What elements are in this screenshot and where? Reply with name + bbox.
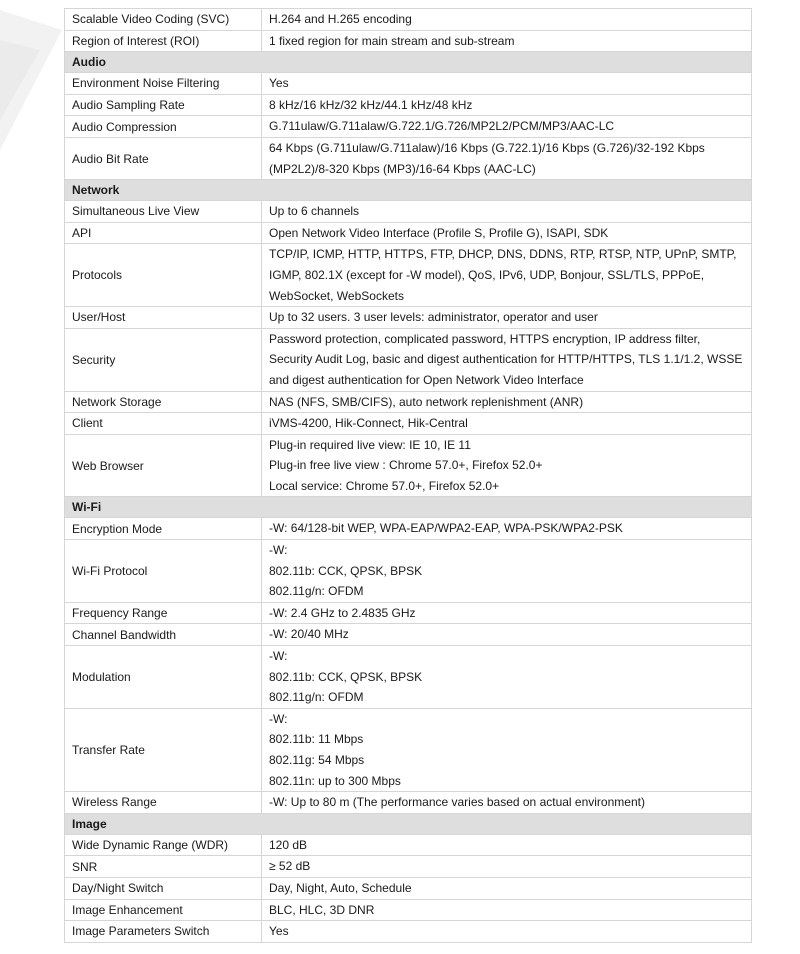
spec-row bbox=[65, 116, 752, 138]
spec-value-line: 1 fixed region for main stream and sub-stream bbox=[269, 33, 515, 48]
spec-label: Day/Night Switch bbox=[65, 877, 262, 899]
spec-label: SNR bbox=[65, 856, 262, 878]
spec-table bbox=[64, 8, 752, 943]
spec-label: Scalable Video Coding (SVC) bbox=[65, 9, 262, 31]
section-title: Image bbox=[65, 813, 752, 834]
spec-value-line: 64 Kbps (G.711ulaw/G.711alaw)/16 Kbps (G.722.1)/16 Kbps (G.726)/32-192 Kbps bbox=[269, 140, 705, 155]
spec-label: Client bbox=[65, 413, 262, 435]
spec-row bbox=[65, 307, 752, 329]
spec-value bbox=[262, 413, 752, 435]
spec-value-line: Local service: Chrome 57.0+, Firefox 52.0+ bbox=[269, 478, 500, 493]
spec-value bbox=[262, 624, 752, 646]
spec-value bbox=[262, 602, 752, 624]
spec-value bbox=[262, 646, 752, 709]
spec-value bbox=[262, 434, 752, 497]
spec-label: Channel Bandwidth bbox=[65, 624, 262, 646]
spec-value-line: 802.11g: 54 Mbps bbox=[269, 753, 365, 767]
spec-row bbox=[65, 201, 752, 223]
spec-label: Transfer Rate bbox=[65, 708, 262, 791]
spec-value-line: BLC, HLC, 3D DNR bbox=[269, 902, 375, 917]
spec-label: API bbox=[65, 222, 262, 244]
spec-row bbox=[65, 30, 752, 52]
spec-value bbox=[262, 73, 752, 95]
spec-value bbox=[262, 518, 752, 540]
spec-value-line: Security Audit Log, basic and digest authentication for HTTP/HTTPS, TLS 1.1/1.2, WSSE bbox=[269, 352, 743, 367]
section-header bbox=[65, 813, 752, 834]
spec-row bbox=[65, 434, 752, 497]
spec-value-line: 802.11g/n: OFDM bbox=[269, 690, 364, 705]
spec-value bbox=[262, 540, 752, 603]
spec-value-line: Password protection, complicated password, HTTPS encryption, IP address filter, bbox=[269, 331, 701, 346]
spec-value bbox=[262, 9, 752, 31]
spec-value-line: and digest authentication for Open Network Video Interface bbox=[269, 372, 584, 387]
spec-label: Region of Interest (ROI) bbox=[65, 30, 262, 52]
spec-row bbox=[65, 792, 752, 814]
spec-label: Simultaneous Live View bbox=[65, 201, 262, 223]
spec-value-line: -W: bbox=[269, 649, 288, 664]
spec-label: Modulation bbox=[65, 646, 262, 709]
spec-value bbox=[262, 307, 752, 329]
spec-value-line: TCP/IP, ICMP, HTTP, HTTPS, FTP, DHCP, DNS, DDNS, RTP, RTSP, NTP, UPnP, SMTP, bbox=[269, 247, 737, 262]
spec-value-line: -W: 20/40 MHz bbox=[269, 627, 349, 642]
spec-value-line: ≥ 52 dB bbox=[269, 859, 311, 874]
section-header bbox=[65, 180, 752, 201]
spec-value bbox=[262, 222, 752, 244]
spec-row bbox=[65, 518, 752, 540]
spec-value bbox=[262, 116, 752, 138]
spec-label: Wide Dynamic Range (WDR) bbox=[65, 834, 262, 856]
spec-table-body bbox=[65, 9, 752, 943]
spec-label: Wireless Range bbox=[65, 792, 262, 814]
spec-label: Network Storage bbox=[65, 391, 262, 413]
spec-row bbox=[65, 244, 752, 307]
spec-value bbox=[262, 391, 752, 413]
spec-row bbox=[65, 646, 752, 709]
spec-label: Security bbox=[65, 328, 262, 391]
spec-row bbox=[65, 602, 752, 624]
spec-label: Encryption Mode bbox=[65, 518, 262, 540]
spec-row bbox=[65, 222, 752, 244]
spec-value-line: Open Network Video Interface (Profile S, Profile G), ISAPI, SDK bbox=[269, 225, 609, 240]
spec-row bbox=[65, 413, 752, 435]
spec-value-line: WebSocket, WebSockets bbox=[269, 288, 404, 303]
spec-label: Audio Bit Rate bbox=[65, 137, 262, 179]
spec-value-line: Plug-in required live view: IE 10, IE 11 bbox=[269, 437, 471, 452]
spec-value bbox=[262, 328, 752, 391]
spec-label: Web Browser bbox=[65, 434, 262, 497]
spec-value-line: Yes bbox=[269, 924, 289, 939]
spec-value-line: Plug-in free live view : Chrome 57.0+, Firefox 52.0+ bbox=[269, 458, 543, 473]
spec-value bbox=[262, 792, 752, 814]
spec-label: Audio Compression bbox=[65, 116, 262, 138]
spec-label: Image Enhancement bbox=[65, 899, 262, 921]
spec-row bbox=[65, 899, 752, 921]
spec-row bbox=[65, 834, 752, 856]
spec-value-line: iVMS-4200, Hik-Connect, Hik-Central bbox=[269, 416, 468, 431]
spec-row bbox=[65, 328, 752, 391]
watermark-triangle-decoration bbox=[0, 0, 66, 170]
spec-value bbox=[262, 899, 752, 921]
spec-row bbox=[65, 137, 752, 179]
spec-value bbox=[262, 244, 752, 307]
spec-value bbox=[262, 708, 752, 791]
spec-value-line: G.711ulaw/G.711alaw/G.722.1/G.726/MP2L2/PCM/MP3/AAC-LC bbox=[269, 119, 615, 134]
spec-value-line: Day, Night, Auto, Schedule bbox=[269, 880, 412, 895]
spec-label: Protocols bbox=[65, 244, 262, 307]
spec-row bbox=[65, 540, 752, 603]
spec-value-line: IGMP, 802.1X (except for -W model), QoS, IPv6, UDP, Bonjour, SSL/TLS, PPPoE, bbox=[269, 267, 705, 282]
spec-value bbox=[262, 30, 752, 52]
spec-value bbox=[262, 834, 752, 856]
section-title: Network bbox=[65, 180, 752, 201]
spec-label: Wi-Fi Protocol bbox=[65, 540, 262, 603]
spec-value-line: H.264 and H.265 encoding bbox=[269, 12, 412, 26]
spec-value-line: -W: 64/128-bit WEP, WPA-EAP/WPA2-EAP, WPA-PSK/WPA2-PSK bbox=[269, 521, 623, 536]
spec-row bbox=[65, 856, 752, 878]
spec-value-line: 802.11b: CCK, QPSK, BPSK bbox=[269, 669, 423, 684]
spec-value-line: 802.11b: 11 Mbps bbox=[269, 732, 364, 747]
spec-row bbox=[65, 73, 752, 95]
spec-label: Audio Sampling Rate bbox=[65, 94, 262, 116]
spec-value bbox=[262, 94, 752, 116]
spec-value-line: 8 kHz/16 kHz/32 kHz/44.1 kHz/48 kHz bbox=[269, 97, 473, 112]
spec-row bbox=[65, 391, 752, 413]
spec-row bbox=[65, 708, 752, 791]
spec-value-line: -W: Up to 80 m (The performance varies based on actual environment) bbox=[269, 795, 645, 810]
section-title: Audio bbox=[65, 52, 752, 73]
spec-row bbox=[65, 9, 752, 31]
spec-value bbox=[262, 921, 752, 943]
spec-value-line: 802.11g/n: OFDM bbox=[269, 584, 364, 599]
spec-value-line: 120 dB bbox=[269, 837, 308, 852]
spec-value-line: Up to 32 users. 3 user levels: administrator, operator and user bbox=[269, 310, 598, 325]
spec-value bbox=[262, 137, 752, 179]
spec-value-line: 802.11n: up to 300 Mbps bbox=[269, 773, 401, 788]
spec-label: User/Host bbox=[65, 307, 262, 329]
spec-value-line: NAS (NFS, SMB/CIFS), auto network replenishment (ANR) bbox=[269, 394, 584, 409]
spec-label: Environment Noise Filtering bbox=[65, 73, 262, 95]
spec-value-line: -W: 2.4 GHz to 2.4835 GHz bbox=[269, 605, 416, 620]
spec-value-line: (MP2L2)/8-320 Kbps (MP3)/16-64 Kbps (AAC-LC) bbox=[269, 161, 536, 176]
section-title: Wi-Fi bbox=[65, 497, 752, 518]
spec-label: Frequency Range bbox=[65, 602, 262, 624]
spec-row bbox=[65, 877, 752, 899]
spec-value bbox=[262, 877, 752, 899]
spec-row bbox=[65, 94, 752, 116]
section-header bbox=[65, 497, 752, 518]
spec-value-line: -W: bbox=[269, 543, 288, 558]
spec-value-line: 802.11b: CCK, QPSK, BPSK bbox=[269, 563, 423, 578]
spec-value bbox=[262, 856, 752, 878]
spec-value-line: Up to 6 channels bbox=[269, 204, 360, 219]
spec-label: Image Parameters Switch bbox=[65, 921, 262, 943]
spec-row bbox=[65, 921, 752, 943]
section-header bbox=[65, 52, 752, 73]
spec-row bbox=[65, 624, 752, 646]
spec-value bbox=[262, 201, 752, 223]
spec-value-line: -W: bbox=[269, 711, 288, 726]
spec-value-line: Yes bbox=[269, 76, 289, 91]
